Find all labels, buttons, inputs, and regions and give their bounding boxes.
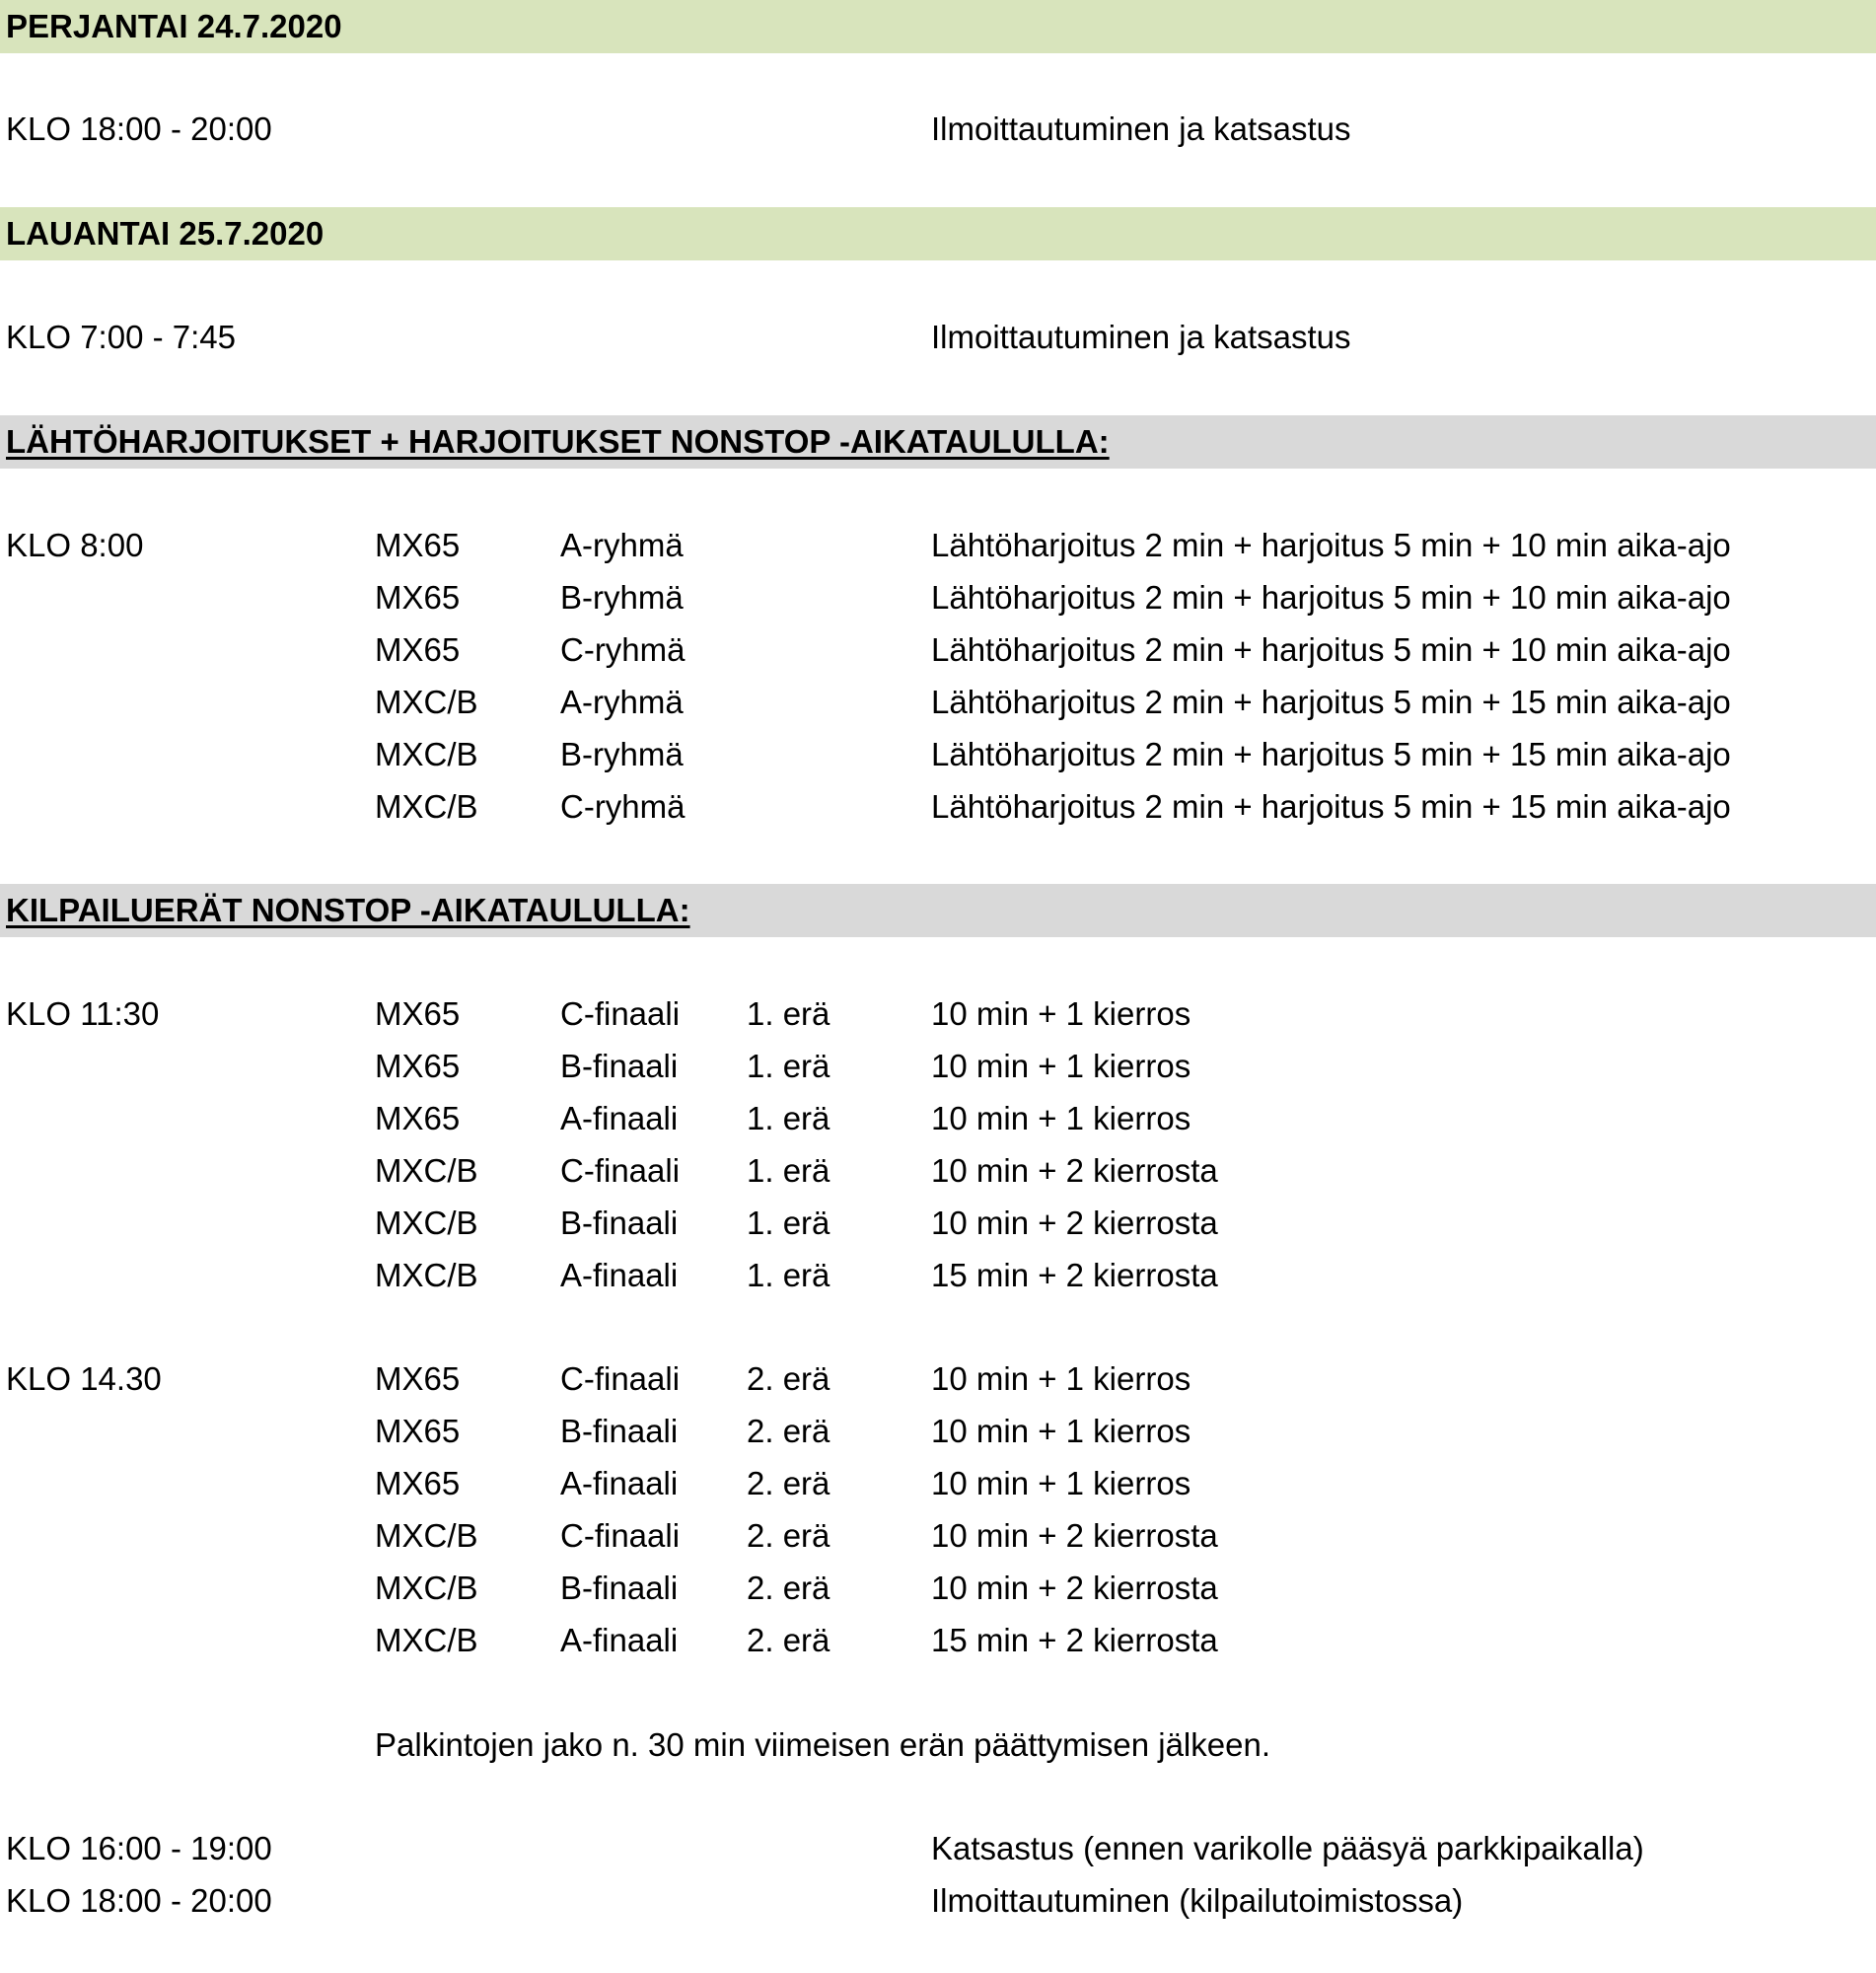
- class-cell: MX65: [375, 1465, 461, 1501]
- final-cell: B-finaali: [560, 1570, 679, 1606]
- group-cell: B-ryhmä: [560, 579, 684, 616]
- race-row: [0, 1458, 1876, 1509]
- class-cell: MXC/B: [375, 1205, 478, 1241]
- heat-cell: 2. erä: [747, 1413, 830, 1449]
- time-cell: KLO 18:00 - 20:00: [6, 1882, 272, 1919]
- group-cell: C-ryhmä: [560, 788, 685, 825]
- day-header-saturday: [0, 207, 1876, 260]
- heat-cell: 2. erä: [747, 1517, 830, 1554]
- schedule-row: [0, 104, 1876, 155]
- race-row: [0, 1353, 1876, 1405]
- class-cell: MX65: [375, 579, 461, 616]
- description-cell: 15 min + 2 kierrosta: [931, 1622, 1218, 1658]
- final-cell: C-finaali: [560, 1152, 681, 1189]
- class-cell: MXC/B: [375, 788, 478, 825]
- heat-cell: 1. erä: [747, 1048, 830, 1084]
- time-cell: KLO 18:00 - 20:00: [6, 110, 272, 147]
- description-cell: 10 min + 1 kierros: [931, 1413, 1191, 1449]
- description-cell: 10 min + 2 kierrosta: [931, 1570, 1218, 1606]
- class-cell: MX65: [375, 1360, 461, 1397]
- class-cell: MXC/B: [375, 736, 478, 772]
- practice-row: [0, 520, 1876, 571]
- final-cell: B-finaali: [560, 1413, 679, 1449]
- class-cell: MXC/B: [375, 1622, 478, 1658]
- description-cell: 15 min + 2 kierrosta: [931, 1257, 1218, 1293]
- group-cell: C-ryhmä: [560, 631, 685, 668]
- race-row: [0, 1563, 1876, 1614]
- race-row: [0, 988, 1876, 1040]
- time-cell: KLO 8:00: [6, 527, 144, 563]
- class-cell: MX65: [375, 1413, 461, 1449]
- race-row: [0, 1145, 1876, 1197]
- description-cell: Ilmoittautuminen ja katsastus: [931, 110, 1351, 147]
- heat-cell: 1. erä: [747, 995, 830, 1032]
- heat-cell: 2. erä: [747, 1570, 830, 1606]
- class-cell: MXC/B: [375, 1570, 478, 1606]
- time-cell: KLO 11:30: [6, 995, 160, 1032]
- final-cell: C-finaali: [560, 1360, 681, 1397]
- heat-cell: 2. erä: [747, 1360, 830, 1397]
- group-cell: A-ryhmä: [560, 684, 684, 720]
- final-cell: B-finaali: [560, 1048, 679, 1084]
- practice-row: [0, 781, 1876, 833]
- race-row: [0, 1041, 1876, 1092]
- day-header-title: LAUANTAI 25.7.2020: [6, 215, 325, 252]
- final-cell: A-finaali: [560, 1465, 679, 1501]
- description-cell: 10 min + 1 kierros: [931, 995, 1191, 1032]
- description-cell: 10 min + 2 kierrosta: [931, 1152, 1218, 1189]
- heat-cell: 1. erä: [747, 1205, 830, 1241]
- heat-cell: 1. erä: [747, 1152, 830, 1189]
- class-cell: MX65: [375, 1048, 461, 1084]
- schedule-row: [0, 312, 1876, 363]
- race-row: [0, 1093, 1876, 1144]
- awards-note: Palkintojen jako n. 30 min viimeisen erän päättymisen jälkeen.: [375, 1726, 1270, 1763]
- section-header-title: LÄHTÖHARJOITUKSET + HARJOITUKSET NONSTOP -AIKATAULULLA:: [6, 423, 1110, 460]
- final-cell: C-finaali: [560, 1517, 681, 1554]
- description-cell: Katsastus (ennen varikolle pääsyä parkkipaikalla): [931, 1830, 1644, 1866]
- final-cell: A-finaali: [560, 1622, 679, 1658]
- group-cell: B-ryhmä: [560, 736, 684, 772]
- section-header-title: KILPAILUERÄT NONSTOP -AIKATAULULLA:: [6, 892, 690, 928]
- group-cell: A-ryhmä: [560, 527, 684, 563]
- day-header-friday: [0, 0, 1876, 53]
- description-cell: Lähtöharjoitus 2 min + harjoitus 5 min + 15 min aika-ajo: [931, 684, 1731, 720]
- description-cell: Lähtöharjoitus 2 min + harjoitus 5 min + 15 min aika-ajo: [931, 736, 1731, 772]
- description-cell: Lähtöharjoitus 2 min + harjoitus 5 min + 15 min aika-ajo: [931, 788, 1731, 825]
- description-cell: Lähtöharjoitus 2 min + harjoitus 5 min + 10 min aika-ajo: [931, 631, 1731, 668]
- description-cell: 10 min + 1 kierros: [931, 1360, 1191, 1397]
- practice-row: [0, 572, 1876, 623]
- day-header-title: PERJANTAI 24.7.2020: [6, 8, 342, 44]
- description-cell: Lähtöharjoitus 2 min + harjoitus 5 min + 10 min aika-ajo: [931, 527, 1731, 563]
- final-cell: A-finaali: [560, 1100, 679, 1136]
- class-cell: MXC/B: [375, 1517, 478, 1554]
- class-cell: MX65: [375, 1100, 461, 1136]
- heat-cell: 1. erä: [747, 1100, 830, 1136]
- practice-row: [0, 624, 1876, 676]
- class-cell: MXC/B: [375, 1257, 478, 1293]
- race-row: [0, 1406, 1876, 1457]
- final-cell: B-finaali: [560, 1205, 679, 1241]
- heat-cell: 2. erä: [747, 1465, 830, 1501]
- final-cell: C-finaali: [560, 995, 681, 1032]
- description-cell: 10 min + 1 kierros: [931, 1465, 1191, 1501]
- section-header-race: [0, 884, 1876, 937]
- race-row: [0, 1198, 1876, 1249]
- awards-note-row: [0, 1719, 1876, 1771]
- class-cell: MX65: [375, 995, 461, 1032]
- description-cell: Ilmoittautuminen ja katsastus: [931, 319, 1351, 355]
- heat-cell: 2. erä: [747, 1622, 830, 1658]
- practice-row: [0, 677, 1876, 728]
- heat-cell: 1. erä: [747, 1257, 830, 1293]
- schedule-row: [0, 1875, 1876, 1927]
- description-cell: 10 min + 1 kierros: [931, 1100, 1191, 1136]
- race-row: [0, 1615, 1876, 1666]
- time-cell: KLO 16:00 - 19:00: [6, 1830, 272, 1866]
- description-cell: Ilmoittautuminen (kilpailutoimistossa): [931, 1882, 1464, 1919]
- class-cell: MX65: [375, 527, 461, 563]
- description-cell: Lähtöharjoitus 2 min + harjoitus 5 min + 10 min aika-ajo: [931, 579, 1731, 616]
- schedule-row: [0, 1823, 1876, 1874]
- class-cell: MXC/B: [375, 1152, 478, 1189]
- time-cell: KLO 7:00 - 7:45: [6, 319, 236, 355]
- class-cell: MX65: [375, 631, 461, 668]
- final-cell: A-finaali: [560, 1257, 679, 1293]
- time-cell: KLO 14.30: [6, 1360, 162, 1397]
- practice-row: [0, 729, 1876, 780]
- description-cell: 10 min + 1 kierros: [931, 1048, 1191, 1084]
- section-header-practice: [0, 415, 1876, 469]
- class-cell: MXC/B: [375, 684, 478, 720]
- race-row: [0, 1250, 1876, 1301]
- description-cell: 10 min + 2 kierrosta: [931, 1205, 1218, 1241]
- description-cell: 10 min + 2 kierrosta: [931, 1517, 1218, 1554]
- race-row: [0, 1510, 1876, 1562]
